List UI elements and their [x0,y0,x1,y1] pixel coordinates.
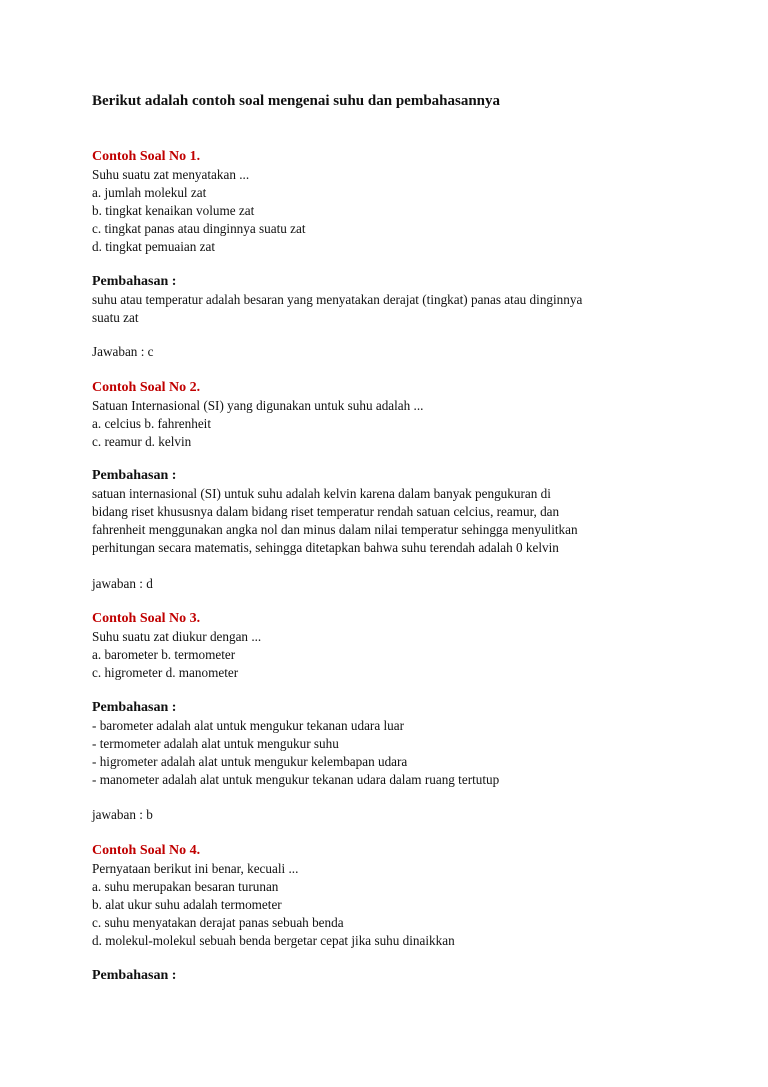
option-line: a. celcius b. fahrenheit [92,416,211,431]
option-line: c. higrometer d. manometer [92,665,239,680]
answer-text: Jawaban : c [92,344,154,359]
discussion-line: satuan internasional (SI) untuk suhu adalah kelvin karena dalam banyak pengukuran di [92,486,551,501]
option-line: c. reamur d. kelvin [92,434,192,449]
question-text: Pernyataan berikut ini benar, kecuali ... [92,861,299,876]
option-a: a. suhu merupakan besaran turunan [92,879,279,894]
discussion-heading: Pembahasan : [92,468,177,483]
option-line: a. barometer b. termometer [92,647,236,662]
option-b: b. tingkat kenaikan volume zat [92,203,255,218]
option-c: c. suhu menyatakan derajat panas sebuah benda [92,915,344,930]
option-a: a. jumlah molekul zat [92,185,207,200]
option-b: b. alat ukur suhu adalah termometer [92,897,282,912]
answer-text: jawaban : d [92,576,153,591]
discussion-line: - termometer adalah alat untuk mengukur suhu [92,736,339,751]
discussion-heading: Pembahasan : [92,274,177,289]
page-title: Berikut adalah contoh soal mengenai suhu dan pembahasannya [92,93,501,109]
question-heading: Contoh Soal No 2. [92,380,201,395]
discussion-line: bidang riset khususnya dalam bidang riset temperatur rendah satuan celcius, reamur, dan [92,504,560,519]
discussion-line: suatu zat [92,310,139,325]
option-d: d. tingkat pemuaian zat [92,239,216,254]
question-heading: Contoh Soal No 4. [92,843,201,858]
discussion-line: suhu atau temperatur adalah besaran yang menyatakan derajat (tingkat) panas atau dinginnya [92,292,583,307]
discussion-heading: Pembahasan : [92,968,177,983]
option-d: d. molekul-molekul sebuah benda bergetar cepat jika suhu dinaikkan [92,933,455,948]
question-text: Suhu suatu zat diukur dengan ... [92,629,262,644]
discussion-line: fahrenheit menggunakan angka nol dan minus dalam nilai temperatur sehingga menyulitkan [92,522,578,537]
discussion-line: - barometer adalah alat untuk mengukur tekanan udara luar [92,718,404,733]
discussion-heading: Pembahasan : [92,700,177,715]
question-heading: Contoh Soal No 3. [92,611,201,626]
discussion-line: perhitungan secara matematis, sehingga ditetapkan bahwa suhu terendah adalah 0 kelvin [92,540,559,555]
answer-text: jawaban : b [92,807,153,822]
option-c: c. tingkat panas atau dinginnya suatu zat [92,221,306,236]
discussion-line: - manometer adalah alat untuk mengukur tekanan udara dalam ruang tertutup [92,772,500,787]
question-text: Satuan Internasional (SI) yang digunakan untuk suhu adalah ... [92,398,424,413]
question-heading: Contoh Soal No 1. [92,149,201,164]
discussion-line: - higrometer adalah alat untuk mengukur kelembapan udara [92,754,408,769]
question-text: Suhu suatu zat menyatakan ... [92,167,250,182]
